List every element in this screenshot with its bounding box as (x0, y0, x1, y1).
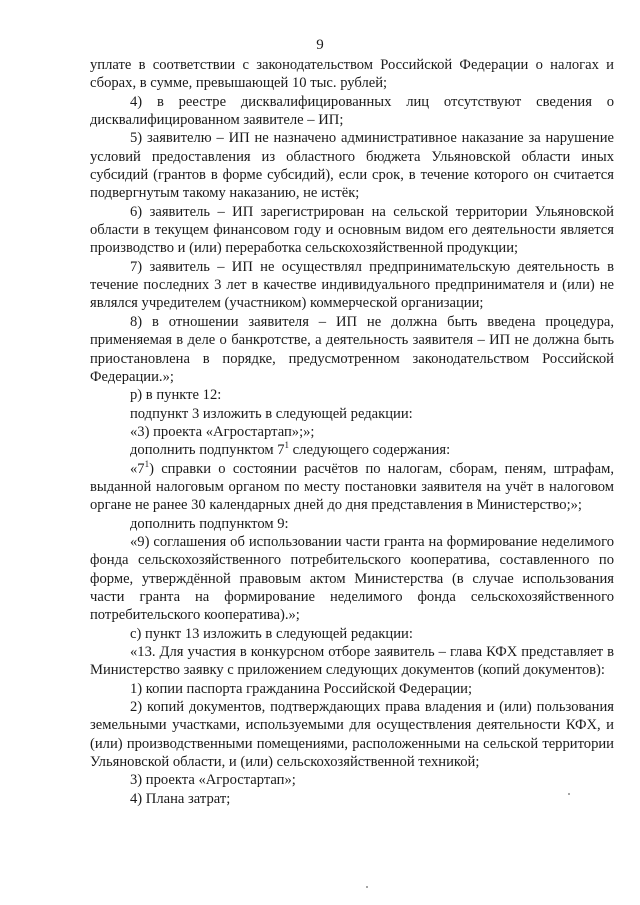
scan-speck (366, 886, 368, 888)
document-body (90, 56, 614, 808)
paragraph: 8) в отношении заявителя – ИП не должна быть введена процедура, применяемая в деле о банкротстве, а деятельность заявителя – ИП не должна быть приостановлена в порядке, предусмотренном законодательством Российской Федерации.»; (90, 313, 614, 385)
paragraph: 4) в реестре дисквалифицированных лиц отсутствуют сведения о дисквалифицированном заявителе – ИП; (90, 93, 614, 129)
paragraph: 7) заявитель – ИП не осуществлял предпринимательскую деятельность в течение последних 3 лет в качестве индивидуального предпринимателя и (или) не являлся учредителем (участником) коммерческой организации; (90, 258, 614, 312)
paragraph-text-after: следующего содержания: (289, 442, 451, 459)
paragraph: 5) заявителю – ИП не назначено административное наказание за нарушение условий предоставления из областного бюджета Ульяновской области иных субсидий (грантов в форме субсидий), если срок, в течение которого он считается подвергнутым такому наказанию, не истёк; (90, 130, 614, 202)
paragraph-text-after: ) справки о состоянии расчётов по налогам, сборам, пеням, штрафам, выданной налоговым органом по месту постановки заявителя на учёт в налоговом органе не ранее 30 календарных дней до дня представления в Министерство;»; (90, 460, 614, 514)
paragraph: 4) Плана затрат; (130, 790, 231, 807)
paragraph: 2) копий документов, подтверждающих права владения и (или) пользования земельными участками, используемыми для осуществления деятельности КФХ, и (или) производственными помещениями, расположенными на сельской территории Ульяновской области, и (или) сельскохозяйственной техникой; (90, 699, 614, 771)
paragraph: «13. Для участия в конкурсном отборе заявитель – глава КФХ представляет в Министерство заявку с приложением следующих документов (копий документов): (90, 644, 614, 679)
paragraph-text: дополнить подпунктом 7 (130, 442, 285, 459)
paragraph: 3) проекта «Агростартап»; (130, 772, 296, 789)
superscript: 1 (284, 440, 290, 451)
paragraph: дополнить подпунктом 9: (130, 515, 289, 532)
paragraph-text: «7 (130, 460, 145, 477)
paragraph (90, 441, 614, 459)
scan-speck (568, 793, 570, 795)
paragraph: уплате в соответствии с законодательством Российской Федерации о налогах и сборах, в сумме, превышающей 10 тыс. рублей; (90, 57, 614, 92)
paragraph (90, 460, 614, 515)
paragraph: «9) соглашения об использовании части гранта на формирование неделимого фонда сельскохозяйственного потребительского кооператива, составленного по форме, утверждённой правовым актом Министерства (в случае использования части гранта на формирование неделимого фонда сельскохозяйственного потребительского кооператива).»; (90, 533, 614, 624)
paragraph: с) пункт 13 изложить в следующей редакции: (130, 625, 413, 642)
paragraph: 1) копии паспорта гражданина Российской Федерации; (130, 680, 473, 697)
paragraph: 6) заявитель – ИП зарегистрирован на сельской территории Ульяновской области в текущем финансовом году и основным видом его деятельности является производство и (или) переработка сельскохозяйственной продукции; (90, 203, 614, 257)
paragraph: р) в пункте 12: (130, 387, 222, 404)
superscript: 1 (144, 458, 150, 469)
paragraph: «3) проекта «Агростартап»;»; (130, 423, 315, 440)
paragraph: подпункт 3 изложить в следующей редакции: (130, 405, 413, 422)
page-number: 9 (316, 37, 324, 53)
